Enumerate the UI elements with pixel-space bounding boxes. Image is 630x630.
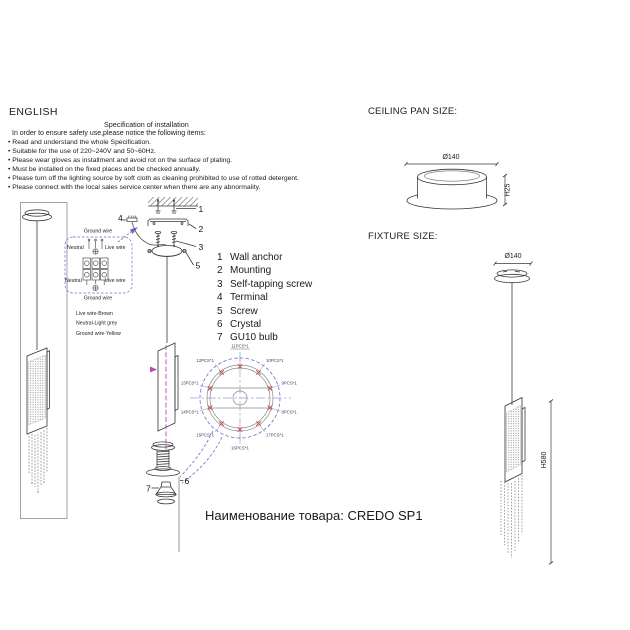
- strand-count-bottom: 16PCS*1: [231, 445, 249, 451]
- label-neutral-top: Neutral: [67, 245, 84, 251]
- pendant-body-panel: [27, 348, 50, 434]
- fixture-body-panel: [505, 398, 525, 483]
- lamp-holder-stem: [147, 442, 180, 476]
- fixture-height-label: H580: [541, 451, 548, 469]
- part-number: 5: [217, 305, 223, 317]
- ground-symbol-bottom: [93, 285, 98, 290]
- language-heading: ENGLISH: [9, 106, 58, 118]
- fixture-body-panel: [158, 343, 178, 431]
- label-ground-wire-top: Ground wire: [83, 228, 113, 235]
- spec-bullet: • Please connect with the local sales service center when there are any abnormality.: [8, 183, 299, 192]
- label-ground-wire-bottom: Ground wire: [83, 295, 113, 302]
- strand-count-bottomleft: 15PCS*1: [196, 432, 214, 438]
- strand-count-top: 11PCS*1: [231, 343, 249, 349]
- strand-count-topleft: 12PCS*1: [196, 358, 214, 363]
- callout-6: 6: [184, 476, 190, 486]
- leader-line-5: [186, 253, 194, 266]
- product-name: Наименование товара: CREDO SP1: [205, 508, 423, 523]
- label-neutral-bottom: Neutral: [65, 278, 82, 284]
- gu10-bulb: [156, 482, 176, 504]
- leader-line-2: [189, 224, 196, 229]
- power-cord: [132, 222, 166, 245]
- strand-count-rightdown: 8PCS*1: [281, 409, 297, 415]
- fixture-drawing: [455, 245, 570, 570]
- part-number: 4: [217, 292, 223, 304]
- wire-color-legend-neutral: Neutral-Light grey: [76, 320, 118, 327]
- fixture-height-dimension: [549, 400, 553, 565]
- diameter-dimension: [405, 162, 499, 166]
- crystal-strands: [29, 428, 47, 490]
- terminal-block: [83, 258, 108, 280]
- ceiling-pan-height-label: H25: [504, 183, 512, 197]
- label-live-wire-top: Live wire: [105, 245, 126, 251]
- wire-color-legend-live: Live wire-Brown: [76, 311, 113, 317]
- strand-count-leftup: 13PCS*1: [180, 380, 199, 386]
- label-live-wire-bottom: Live wire: [105, 278, 126, 284]
- callout-3: 3: [198, 242, 204, 252]
- fixture-size-title: FIXTURE SIZE:: [368, 231, 438, 242]
- part-label: Wall anchor: [230, 252, 283, 263]
- spec-intro: In order to ensure safety use,please notice the following items:: [12, 130, 206, 137]
- strand-count-bottomright: 17PCS*1: [266, 432, 284, 438]
- incoming-wires: [88, 239, 103, 249]
- part-label: Mounting: [230, 265, 272, 277]
- strand-count-leftdown: 14PCS*1: [180, 409, 199, 415]
- callout-1: 1: [198, 204, 204, 214]
- part-number: 7: [217, 332, 223, 344]
- pendant-canopy: [23, 210, 52, 221]
- spec-bullet: • Please turn off the lighting source by soft cloth as cleaning prohibited to use of rotted detergent.: [8, 174, 299, 183]
- strand-count-topright: 10PCS*1: [266, 358, 284, 363]
- assembly-diagram: [110, 195, 305, 563]
- part-number: 6: [217, 319, 223, 331]
- part-label: Screw: [230, 305, 258, 317]
- strand-count-rightup: 9PCS*1: [281, 380, 297, 386]
- ceiling-pan-size-title: CEILING PAN SIZE:: [368, 106, 458, 117]
- part-label: Crystal: [230, 319, 262, 331]
- callout-2: 2: [198, 224, 204, 234]
- part-number: 1: [217, 252, 223, 263]
- fixture-canopy: [495, 270, 530, 283]
- spec-bullet: • Please wear gloves as installment and avoid rot on the surface of plating.: [8, 156, 299, 165]
- fixture-diameter-label: Ø140: [504, 253, 522, 260]
- spec-bullet-list: [8, 138, 299, 192]
- spec-bullet: • Read and understand the whole Specification.: [8, 138, 299, 147]
- ceiling-pan-diameter-label: Ø140: [442, 154, 460, 161]
- wire-color-legend-ground: Ground wire-Yellow: [76, 331, 121, 337]
- part-label: Self-tapping screw: [230, 278, 313, 290]
- callout-7: 7: [146, 483, 151, 494]
- callout-4: 4: [118, 213, 123, 223]
- ground-symbol-top: [93, 249, 98, 254]
- outgoing-wires: [87, 280, 104, 285]
- part-number: 2: [217, 265, 223, 277]
- leader-line-3: [176, 241, 196, 247]
- ceiling-pan-drawing: [395, 145, 530, 225]
- part-label: Terminal: [230, 292, 268, 304]
- ceiling-pan-body: [407, 169, 497, 209]
- ceiling-canopy: [148, 246, 187, 257]
- fixture-top-view: [190, 349, 291, 446]
- spec-bullet: • Suitable for the use of 220~240V and 50~60Hz.: [8, 147, 299, 156]
- spec-title: Specification of installation: [104, 120, 189, 129]
- part-label: GU10 bulb: [230, 332, 278, 344]
- spec-bullet: • Must be installed on the fixed places and be checked annually.: [8, 165, 299, 174]
- fixture-crystal-strands: [501, 475, 522, 558]
- callout-5: 5: [195, 260, 201, 271]
- terminal-connector: [123, 216, 138, 222]
- fixture-diameter-dimension: [494, 262, 533, 266]
- mounting-bracket: [148, 219, 188, 226]
- part-number: 3: [217, 278, 223, 290]
